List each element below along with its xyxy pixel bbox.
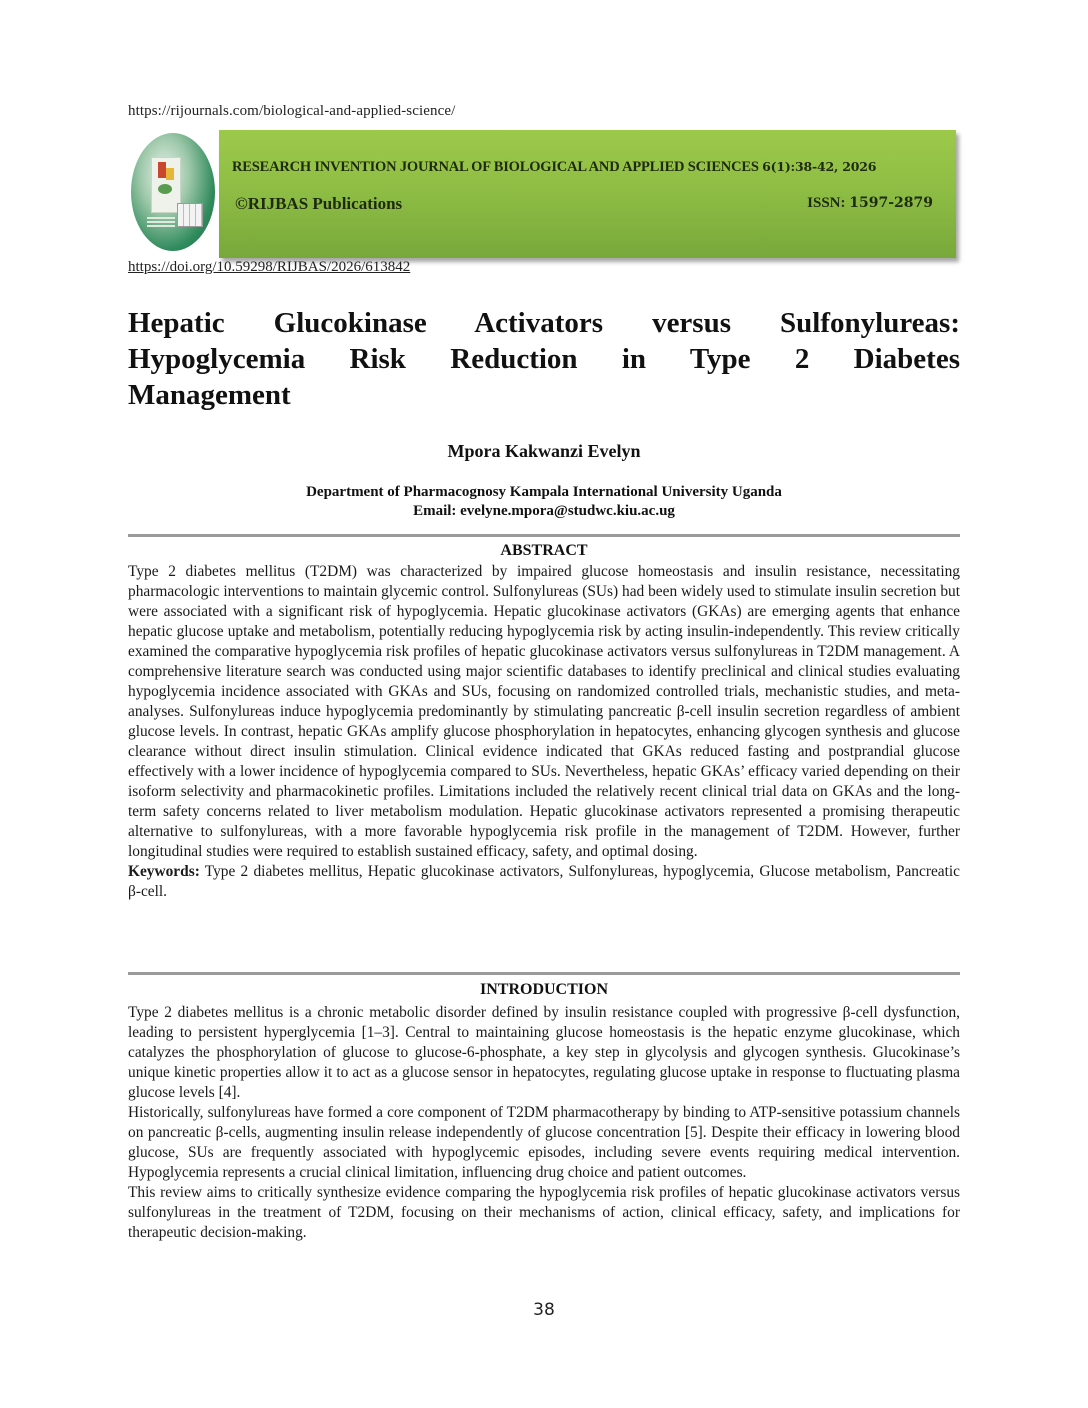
page-number: 38	[533, 1300, 555, 1320]
issn-label: ISSN:	[807, 195, 846, 211]
affiliation: Department of Pharmacognosy Kampala International University Uganda	[306, 484, 782, 500]
volume-pages-year: 6(1):38-42, 2026	[762, 159, 877, 174]
abstract-heading: ABSTRACT	[500, 542, 588, 559]
journal-site-url[interactable]: https://rijournals.com/biological-and-applied-science/	[128, 103, 456, 119]
journal-banner	[219, 130, 956, 258]
introduction-body	[128, 1003, 960, 1243]
publisher-label: ©RIJBAS Publications	[235, 194, 403, 213]
title-line-2: Hypoglycemia Risk Reduction in Type 2 Diabetes	[128, 343, 960, 375]
abstract-body	[128, 562, 960, 902]
journal-logo-icon	[131, 133, 215, 251]
author-name: Mpora Kakwanzi Evelyn	[447, 441, 641, 461]
title-line-3: Management	[128, 379, 291, 411]
keywords-list: Type 2 diabetes mellitus, Hepatic glucokinase activators, Sulfonylureas, hypoglycemia, Glucose metabolism, Pancreatic β-cell.	[128, 863, 960, 900]
article-title	[128, 305, 960, 413]
introduction-heading: INTRODUCTION	[479, 981, 608, 998]
author-email[interactable]: Email: evelyne.mpora@studwc.kiu.ac.ug	[413, 503, 675, 519]
doi-link[interactable]: https://doi.org/10.59298/RIJBAS/2026/613842	[128, 259, 411, 275]
issn	[807, 195, 933, 212]
journal-name	[232, 159, 876, 176]
title-line-1: Hepatic Glucokinase Activators versus Sulfonylureas:	[128, 307, 960, 339]
journal-title: RESEARCH INVENTION JOURNAL OF BIOLOGICAL AND APPLIED SCIENCES	[232, 159, 759, 175]
logo-cube-graphic	[177, 203, 203, 227]
section-divider	[128, 972, 960, 975]
abstract-text: Type 2 diabetes mellitus (T2DM) was characterized by impaired glucose homeostasis and insulin resistance, necessitating pharmacologic interventions to maintain glycemic control. Sulfonylureas (SUs) had been widely used to stimulate insulin secretion but were associated with a significant risk of hypoglycemia. Hepatic glucokinase activators (GKAs) are emerging agents that enhance hepatic glucose uptake and metabolism, potentially reducing hypoglycemia risk by acting insulin-independently. This review critically examined the comparative hypoglycemia risk profiles of hepatic glucokinase activators versus sulfonylureas in T2DM management. A comprehensive literature search was conducted using major scientific databases to identify preclinical and clinical studies evaluating hypoglycemia incidence associated with GKAs and SUs, focusing on randomized controlled trials, mechanistic studies, and meta-analyses. Sulfonylureas induce hypoglycemia predominantly by stimulating pancreatic β-cell insulin secretion regardless of ambient glucose levels. In contrast, hepatic GKAs amplify glucose phosphorylation in hepatocytes, enhancing glycogen synthesis and glucose clearance without direct insulin stimulation. Clinical evidence indicated that GKAs reduced fasting and postprandial glucose effectively with a lower incidence of hypoglycemia compared to SUs. Nevertheless, hepatic GKAs’ efficacy varied depending on their isoform selectivity and pharmacokinetic profiles. Limitations included the relatively recent clinical trial data on GKAs and the long-term safety concerns related to liver metabolism modulation. Hepatic glucokinase activators represented a promising therapeutic alternative to sulfonylureas, with a more favorable hypoglycemia risk profile in the management of T2DM. However, further longitudinal studies were required to establish sustained efficacy, safety, and optimal dosing.	[128, 563, 960, 860]
section-divider	[128, 534, 960, 537]
keywords	[128, 862, 960, 902]
intro-paragraph-2: Historically, sulfonylureas have formed a core component of T2DM pharmacotherapy by binding to ATP-sensitive potassium channels on pancreatic β-cells, augmenting insulin release independently of glucose concentration [5]. Despite their efficacy in lowering blood glucose, SUs are frequently associated with hypoglycemic episodes, including severe events requiring medical intervention. Hypoglycemia represents a crucial clinical limitation, influencing drug choice and patient outcomes.	[128, 1104, 960, 1181]
logo-text-lines	[147, 217, 175, 229]
author-affiliation-block	[128, 483, 960, 521]
keywords-label: Keywords:	[128, 863, 200, 880]
intro-paragraph-3: This review aims to critically synthesize evidence comparing the hypoglycemia risk profiles of hepatic glucokinase activators versus sulfonylureas in the treatment of T2DM, focusing on their mechanisms of action, clinical efficacy, safety, and implications for therapeutic decision-making.	[128, 1184, 960, 1241]
intro-paragraph-1: Type 2 diabetes mellitus is a chronic metabolic disorder defined by insulin resistance coupled with progressive β-cell dysfunction, leading to persistent hyperglycemia [1–3]. Central to maintaining glucose homeostasis is the hepatic enzyme glucokinase, which catalyzes the phosphorylation of glucose to glucose-6-phosphate, a key step in glycolysis and glycogen synthesis. Glucokinase’s unique kinetic properties allow it to act as a glucose sensor in hepatocytes, regulating glucose uptake in response to fluctuating plasma glucose levels [4].	[128, 1004, 960, 1101]
issn-number: 1597-2879	[849, 195, 933, 211]
